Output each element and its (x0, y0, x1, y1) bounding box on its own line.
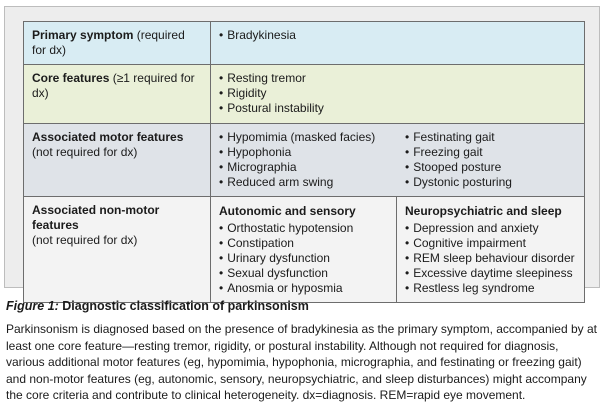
row-label: Associated non-motor features (32, 203, 160, 232)
bullet-list-right (405, 130, 575, 190)
table-row-core-features (24, 65, 585, 124)
row-content-cell (211, 22, 585, 65)
list-item: • Dystonic posturing (405, 175, 575, 190)
row-label-cell (24, 22, 211, 65)
figure-label: Figure 1: (6, 299, 59, 313)
table-row-primary-symptom (24, 22, 585, 65)
split-columns (211, 197, 584, 302)
list-item: • Resting tremor (219, 71, 576, 86)
list-item: • Bradykinesia (219, 28, 576, 43)
list-item: • Restless leg syndrome (405, 281, 576, 296)
row-label-note: (≥1 required for dx) (32, 71, 195, 100)
figure-panel (4, 6, 600, 295)
row-label-note: (not required for dx) (32, 233, 138, 247)
bullet-list (219, 71, 576, 116)
bullet-list (405, 221, 576, 296)
figure-caption-title (6, 299, 309, 313)
list-item: • Orthostatic hypotension (219, 221, 388, 236)
list-item: • Hypomimia (masked facies) (219, 130, 405, 145)
list-item: • Depression and anxiety (405, 221, 576, 236)
row-content-cell (211, 124, 585, 197)
row-label-cell (24, 197, 211, 303)
list-item: • Postural instability (219, 101, 576, 116)
autonomic-sensory-column (211, 197, 397, 302)
table-row-motor-features (24, 124, 585, 197)
figure-caption-body: Parkinsonism is diagnosed based on the presence of bradykinesia as the primary symptom, accompanied by at least one core feature—resting tremor, rigidity, or postural instability. Although not required for diagnosis, various additional motor features (eg, hypomimia, hypophonia, micrographia, and festinating or freezing gait) and non-motor features (eg, autonomic, sensory, neuropsychiatric, and sleep disturbances) might accompany the core criteria and contribute to clinical heterogeneity. dx=diagnosis. REM=rapid eye movement. (6, 322, 597, 403)
row-label-cell (24, 65, 211, 124)
list-item: • Anosmia or hyposmia (219, 281, 388, 296)
figure-title: Diagnostic classification of parkinsonism (62, 299, 309, 313)
classification-table (23, 21, 585, 303)
row-content-cell (211, 65, 585, 124)
list-item: • Excessive daytime sleepiness (405, 266, 576, 281)
bullet-list (219, 221, 388, 296)
list-item: • Reduced arm swing (219, 175, 405, 190)
list-item: • Freezing gait (405, 145, 575, 160)
list-item: • Festinating gait (405, 130, 575, 145)
row-label-note: (required for dx) (32, 28, 185, 57)
list-item: • Stooped posture (405, 160, 575, 175)
list-item: • Micrographia (219, 160, 405, 175)
bullet-list-left (219, 130, 405, 190)
list-item: • Hypophonia (219, 145, 405, 160)
row-label: Primary symptom (32, 28, 134, 42)
two-column-list (219, 130, 576, 190)
row-content-cell (211, 197, 585, 303)
row-label-note: (not required for dx) (32, 145, 138, 159)
neuropsychiatric-sleep-column (397, 197, 584, 302)
row-label-cell (24, 124, 211, 197)
list-item: • Constipation (219, 236, 388, 251)
list-item: • Rigidity (219, 86, 576, 101)
column-heading: Neuropsychiatric and sleep (405, 204, 562, 218)
list-item: • Sexual dysfunction (219, 266, 388, 281)
row-label: Associated motor features (32, 130, 184, 144)
bullet-list (219, 28, 576, 43)
table-row-non-motor-features (24, 197, 585, 303)
list-item: • Urinary dysfunction (219, 251, 388, 266)
row-label: Core features (32, 71, 110, 85)
list-item: • REM sleep behaviour disorder (405, 251, 576, 266)
column-heading: Autonomic and sensory (219, 204, 356, 218)
list-item: • Cognitive impairment (405, 236, 576, 251)
